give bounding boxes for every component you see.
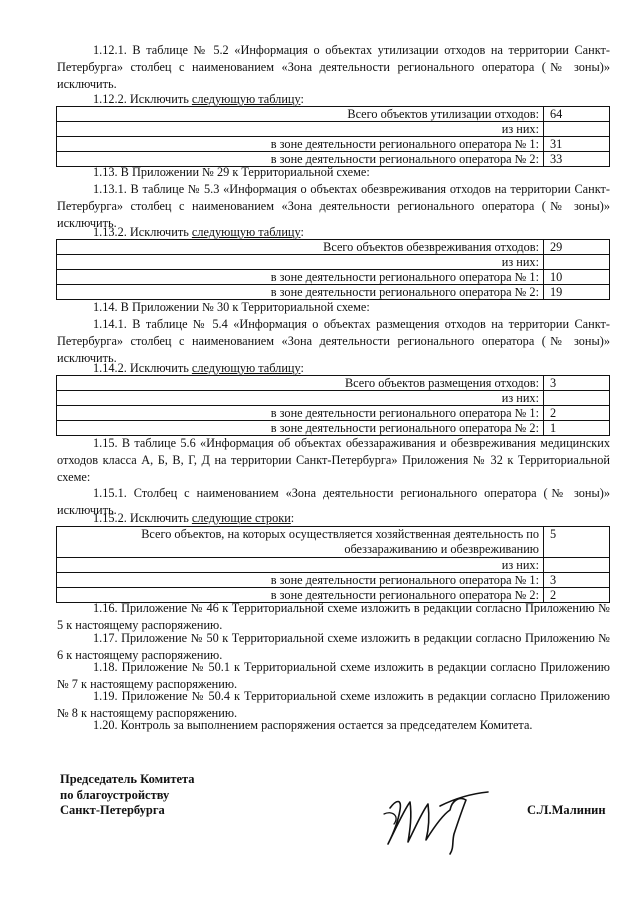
table-row — [57, 255, 610, 270]
paragraph-1-15: 1.15. В таблице 5.6 «Информация об объектах обеззараживания и обезвреживания медицинских отходов класса А, Б, В, Г, Д на территории Санкт-Петербурга» Приложения № 32 к Территориальной схеме: — [57, 436, 610, 484]
table-cell-label: из них: — [57, 391, 544, 406]
table-cell-label: в зоне деятельности регионального оператора № 1: — [57, 270, 544, 285]
paragraph-1-18: 1.18. Приложение № 50.1 к Территориальной схеме изложить в редакции согласно Приложению № 7 к настоящему распоряжению. — [57, 660, 610, 691]
table-cell-value: 3 — [544, 376, 610, 391]
table-cell-label: из них: — [57, 255, 544, 270]
paragraph-1-15-2-underlined: следующие строки — [191, 511, 291, 525]
table-row — [57, 270, 610, 285]
paragraph-1-14-2-prefix: 1.14.2. Исключить — [93, 361, 192, 375]
table-cell-value: 5 — [544, 527, 610, 558]
table-cell-value: 19 — [544, 285, 610, 300]
paragraph-1-13-2-suffix: : — [300, 225, 304, 239]
table-cell-label: Всего объектов размещения отходов: — [57, 376, 544, 391]
table-placement — [56, 375, 610, 436]
paragraph-1-12-2-underlined: следующую таблицу — [191, 92, 301, 106]
table-cell-label: Всего объектов, на которых осуществляется хозяйственная деятельность по обеззараживанию и обезвреживанию — [57, 527, 544, 558]
paragraph-1-15-2-prefix: 1.15.2. Исключить — [93, 511, 192, 525]
table-row — [57, 558, 610, 573]
paragraph-1-14: 1.14. В Приложении № 30 к Территориальной схеме: — [93, 300, 370, 314]
table-cell-label: в зоне деятельности регионального оператора № 2: — [57, 152, 544, 167]
table-medical-objects — [56, 526, 610, 603]
paragraph-1-20: 1.20. Контроль за выполнением распоряжения остается за председателем Комитета. — [93, 718, 533, 732]
table-row — [57, 421, 610, 436]
paragraph-1-13-2-prefix: 1.13.2. Исключить — [93, 225, 192, 239]
paragraph-1-19: 1.19. Приложение № 50.4 к Территориальной схеме изложить в редакции согласно Приложению № 8 к настоящему распоряжению. — [57, 689, 610, 720]
paragraph-1-16: 1.16. Приложение № 46 к Территориальной схеме изложить в редакции согласно Приложению № 5 к настоящему распоряжению. — [57, 601, 610, 632]
signatory-title-line: Санкт-Петербурга — [60, 803, 165, 817]
table-cell-label: в зоне деятельности регионального оператора № 2: — [57, 421, 544, 436]
table-cell-label: в зоне деятельности регионального оператора № 1: — [57, 406, 544, 421]
table-cell-value: 29 — [544, 240, 610, 255]
table-cell-label: в зоне деятельности регионального оператора № 2: — [57, 588, 544, 603]
table-cell-value: 33 — [544, 152, 610, 167]
table-row — [57, 376, 610, 391]
table-cell-label: в зоне деятельности регионального оператора № 1: — [57, 137, 544, 152]
table-row — [57, 122, 610, 137]
paragraph-1-12-2-suffix: : — [300, 92, 304, 106]
table-utilization — [56, 106, 610, 167]
table-row — [57, 527, 610, 558]
paragraph-1-13-2-underlined: следующую таблицу — [191, 225, 301, 239]
paragraph-1-15-2 — [57, 510, 610, 527]
paragraph-1-13-1: 1.13.1. В таблице № 5.3 «Информация о объектах обезвреживания отходов на территории Санкт-Петербурга» столбец с наименованием «Зона деятельности регионального оператора (№ зоны)» исключить. — [57, 182, 610, 230]
table-cell-value: 1 — [544, 421, 610, 436]
paragraph-1-12-2-prefix: 1.12.2. Исключить — [93, 92, 192, 106]
paragraph-1-13: 1.13. В Приложении № 29 к Территориальной схеме: — [93, 165, 370, 179]
table-row — [57, 240, 610, 255]
signatory-title — [60, 772, 195, 819]
handwritten-signature — [370, 770, 520, 860]
table-cell-label: в зоне деятельности регионального оператора № 1: — [57, 573, 544, 588]
table-cell-value — [544, 558, 610, 573]
table-row — [57, 391, 610, 406]
signatory-title-line: по благоустройству — [60, 787, 170, 802]
table-row — [57, 573, 610, 588]
paragraph-1-14-2-underlined: следующую таблицу — [191, 361, 301, 375]
table-row — [57, 107, 610, 122]
table-row — [57, 406, 610, 421]
table-cell-value: 3 — [544, 573, 610, 588]
table-cell-value — [544, 122, 610, 137]
table-cell-label: из них: — [57, 122, 544, 137]
table-cell-label: из них: — [57, 558, 544, 573]
table-cell-label: Всего объектов утилизации отходов: — [57, 107, 544, 122]
signatory-name: С.Л.Малинин — [527, 803, 606, 817]
table-cell-value: 2 — [544, 588, 610, 603]
signatory-title-line: Председатель Комитета — [60, 772, 195, 786]
paragraph-1-14-2-suffix: : — [300, 361, 304, 375]
table-cell-value: 10 — [544, 270, 610, 285]
table-cell-label: в зоне деятельности регионального оператора № 2: — [57, 285, 544, 300]
table-row — [57, 285, 610, 300]
paragraph-1-15-1: 1.15.1. Столбец с наименованием «Зона деятельности регионального оператора (№ зоны)» исключить. — [57, 486, 610, 517]
table-cell-value: 31 — [544, 137, 610, 152]
table-cell-label: Всего объектов обезвреживания отходов: — [57, 240, 544, 255]
table-cell-value: 2 — [544, 406, 610, 421]
table-cell-value — [544, 391, 610, 406]
paragraph-1-12-1: 1.12.1. В таблице № 5.2 «Информация о объектах утилизации отходов на территории Санкт-Петербурга» столбец с наименованием «Зона деятельности регионального оператора (№ зоны)» исключить. — [57, 43, 610, 91]
paragraph-1-14-1: 1.14.1. В таблице № 5.4 «Информация о объектах размещения отходов на территории Санкт-Петербурга» столбец с наименованием «Зона деятельности регионального оператора (№ зоны)» исключить. — [57, 317, 610, 365]
table-cell-value — [544, 255, 610, 270]
table-neutralization — [56, 239, 610, 300]
table-row — [57, 137, 610, 152]
paragraph-1-17: 1.17. Приложение № 50 к Территориальной схеме изложить в редакции согласно Приложению № 6 к настоящему распоряжению. — [57, 631, 610, 662]
paragraph-1-15-2-suffix: : — [290, 511, 295, 525]
table-cell-value: 64 — [544, 107, 610, 122]
